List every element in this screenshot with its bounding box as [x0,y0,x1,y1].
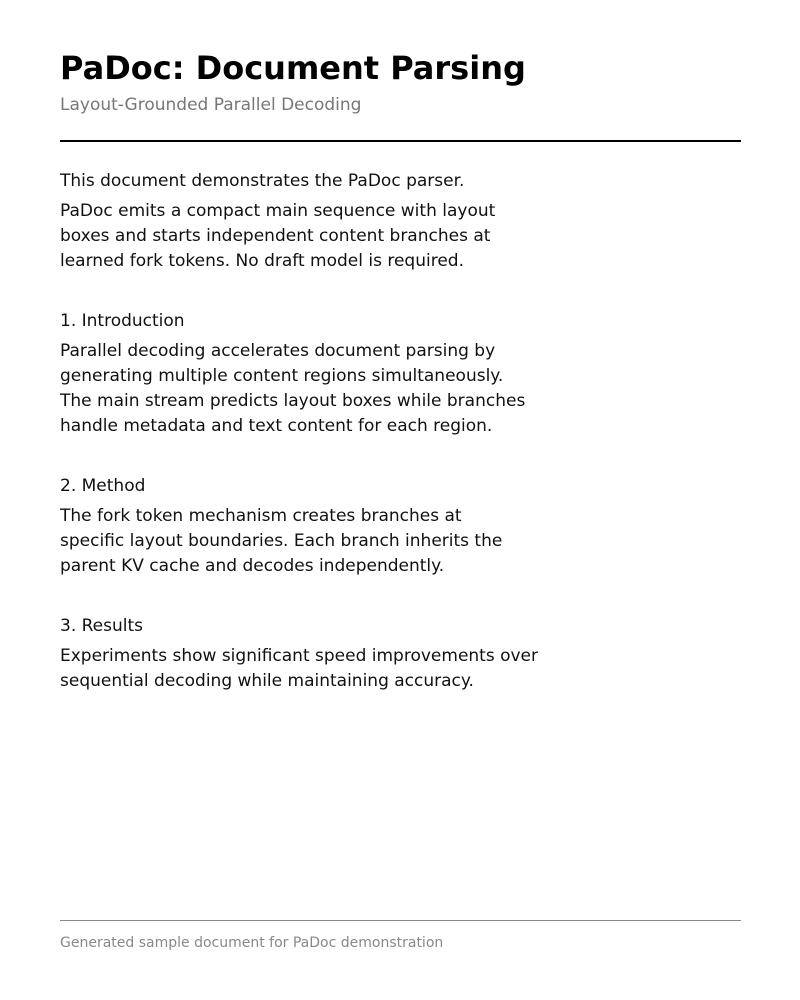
footer-divider [60,920,741,921]
section-heading-introduction: 1. Introduction [60,311,185,331]
section-heading-method: 2. Method [60,476,146,496]
document-page [60,0,741,1000]
document-title: PaDoc: Document Parsing [60,49,526,87]
header-divider [60,140,741,142]
intro-paragraph: PaDoc emits a compact main sequence with layout boxes and starts independent content branches at learned fork tokens. No draft model is required. [60,201,496,271]
intro-lead: This document demonstrates the PaDoc parser. [60,171,465,191]
section-body-results: Experiments show significant speed improvements over sequential decoding while maintaining accuracy. [60,646,539,691]
section-body-introduction: Parallel decoding accelerates document parsing by generating multiple content regions simultaneously. The main stream predicts layout boxes while branches handle metadata and text content for each region. [60,341,526,436]
document-subtitle: Layout-Grounded Parallel Decoding [60,95,362,115]
section-heading-results: 3. Results [60,616,144,636]
footer-text: Generated sample document for PaDoc demonstration [60,935,444,951]
section-body-method: The fork token mechanism creates branches at specific layout boundaries. Each branch inherits the parent KV cache and decodes independently. [60,506,503,576]
